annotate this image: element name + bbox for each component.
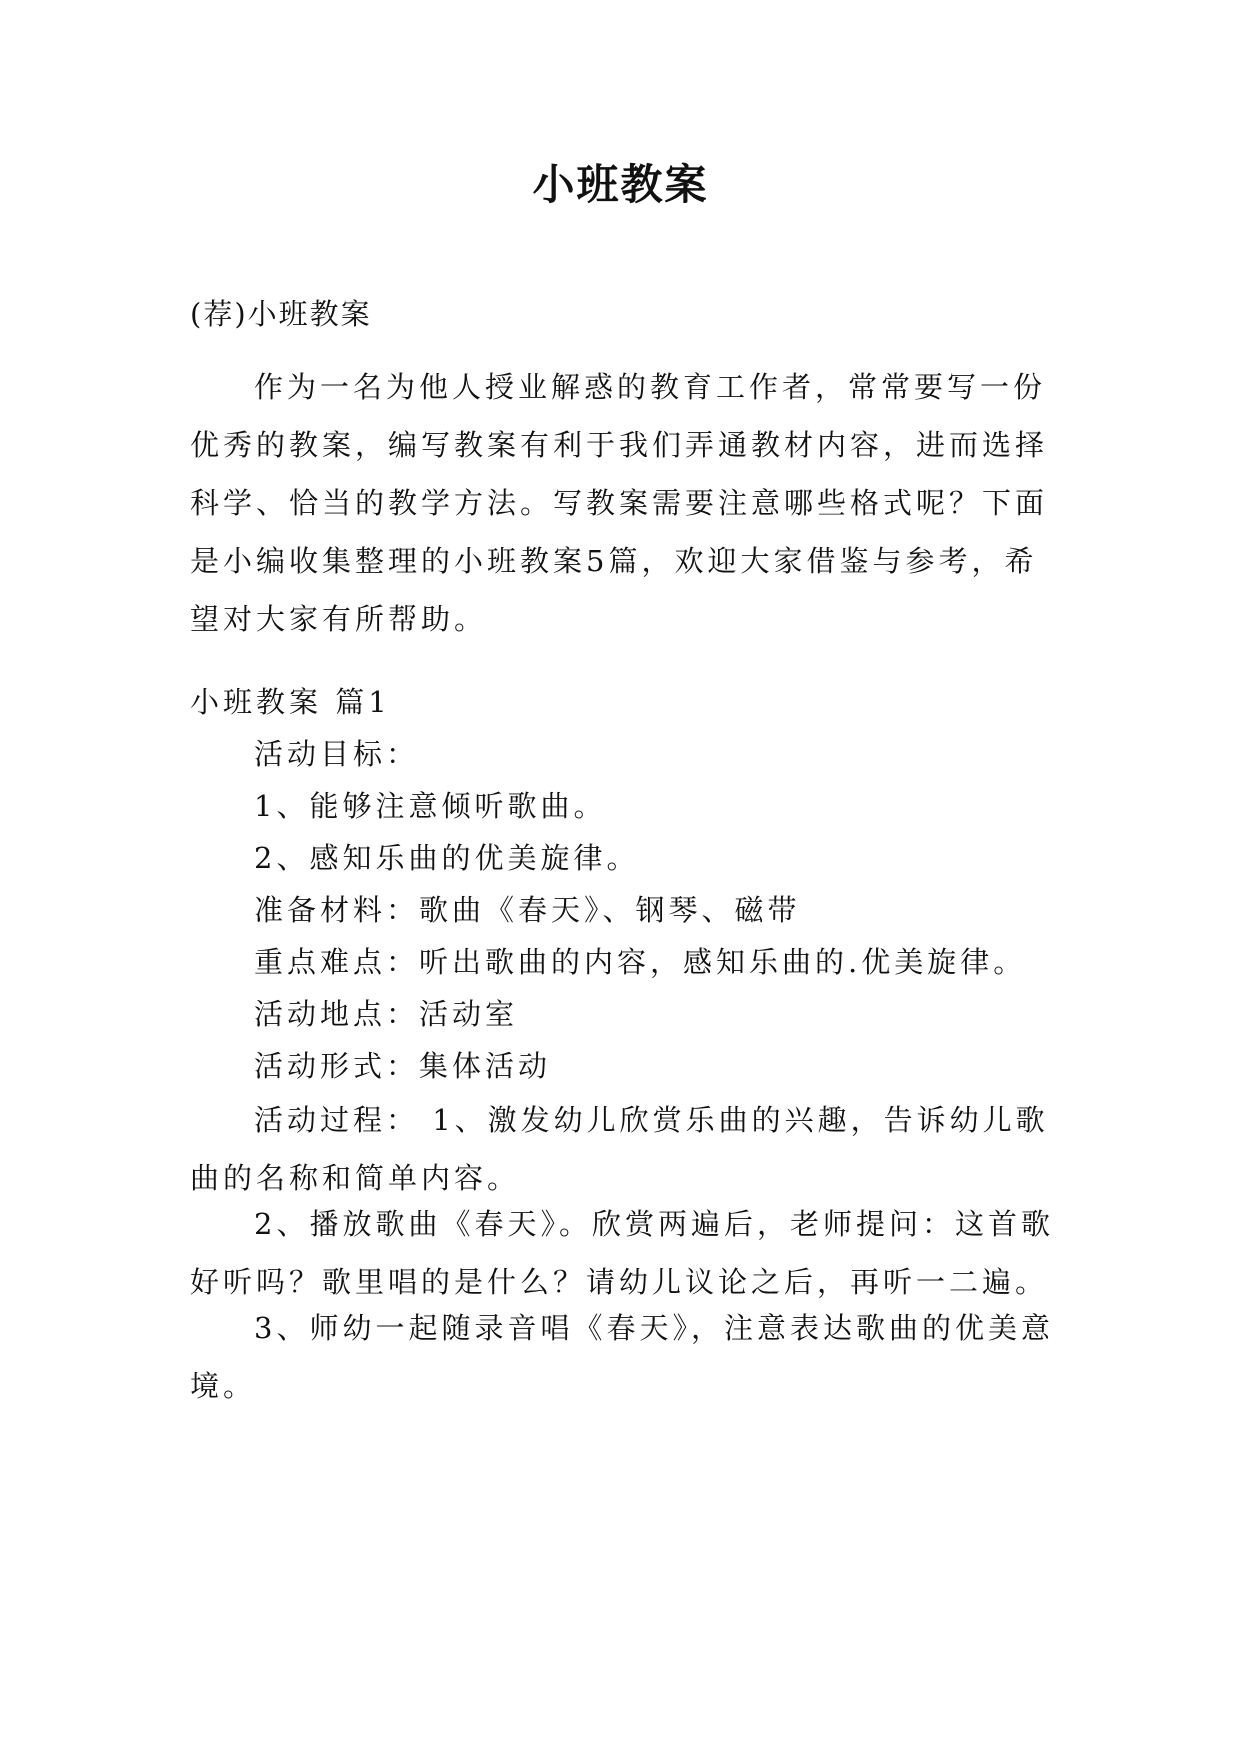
goal-label: 活动目标：: [254, 737, 420, 771]
goal-item-2: 2、感知乐曲的优美旋律。: [254, 841, 640, 875]
intro-paragraph: 作为一名为他人授业解惑的教育工作者，常常要写一份优秀的教案，编写教案有利于我们弄通教材内容，进而选择科学、恰当的教学方法。写教案需要注意哪些格式呢？下面是小编收集整理的小班教案5篇，欢迎大家借鉴与参考，希望对大家有所帮助。: [190, 370, 1049, 636]
materials-line: 准备材料：歌曲《春天》、钢琴、磁带: [254, 893, 801, 927]
process-step-2: 2、播放歌曲《春天》。欣赏两遍后，老师提问：这首歌好听吗？歌里唱的是什么？请幼儿议论之后，再听一二遍。: [190, 1207, 1054, 1299]
document-title: 小班教案: [532, 160, 709, 209]
goal-item-1: 1、能够注意倾听歌曲。: [254, 789, 607, 823]
key-points-line: 重点难点：听出歌曲的内容，感知乐曲的.优美旋律。: [254, 945, 1027, 979]
process-step-1: 活动过程： 1、激发幼儿欣赏乐曲的兴趣，告诉幼儿歌曲的名称和简单内容。: [190, 1103, 1049, 1195]
document-subtitle: (荐)小班教案: [190, 297, 372, 331]
location-line: 活动地点：活动室: [254, 997, 519, 1031]
process-step-3: 3、师幼一起随录音唱《春天》，注意表达歌曲的优美意境。: [190, 1311, 1054, 1403]
format-line: 活动形式：集体活动: [254, 1049, 552, 1083]
section-heading: 小班教案 篇1: [190, 685, 391, 719]
